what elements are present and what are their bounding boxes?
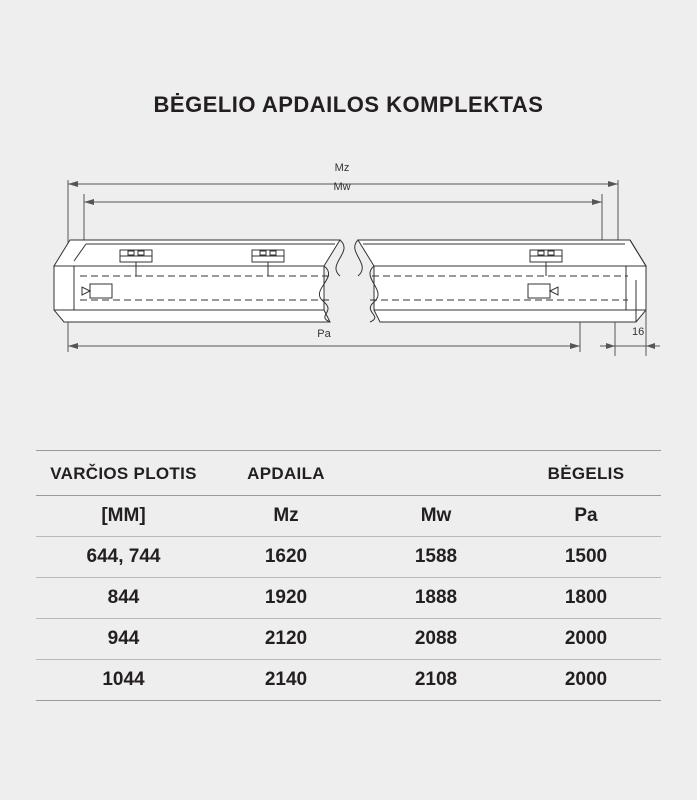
cell-mz: 2120 xyxy=(211,619,361,660)
mz-arrow-left xyxy=(68,181,78,187)
unit-mm: [MM] xyxy=(36,496,211,537)
dim-label-mw: Mw xyxy=(333,181,351,193)
unit-mw: Mw xyxy=(361,496,511,537)
cell-pa: 2000 xyxy=(511,619,661,660)
header-apdaila-spacer xyxy=(361,451,511,496)
cell-mz: 1620 xyxy=(211,537,361,578)
page-title: BĖGELIO APDAILOS KOMPLEKTAS xyxy=(153,92,544,117)
cell-width: 844 xyxy=(36,578,211,619)
table-row xyxy=(36,578,661,619)
table-row xyxy=(36,660,661,701)
cell-width: 944 xyxy=(36,619,211,660)
cell-mz: 2140 xyxy=(211,660,361,701)
cell-mz: 1920 xyxy=(211,578,361,619)
cell-width: 644, 744 xyxy=(36,537,211,578)
depth-arrow-left xyxy=(606,343,615,349)
cell-width: 1044 xyxy=(36,660,211,701)
spec-table xyxy=(36,450,661,701)
cell-pa: 1800 xyxy=(511,578,661,619)
table-units-row xyxy=(36,496,661,537)
cell-mw: 1588 xyxy=(361,537,511,578)
mw-arrow-left xyxy=(84,199,94,205)
technical-drawing xyxy=(40,150,660,390)
unit-pa: Pa xyxy=(511,496,661,537)
cell-mw: 2088 xyxy=(361,619,511,660)
table-header-row-1 xyxy=(36,451,661,496)
right-front-face xyxy=(374,266,646,322)
mz-arrow-right xyxy=(608,181,618,187)
table-row xyxy=(36,537,661,578)
header-varcios-plotis: VARČIOS PLOTIS xyxy=(36,451,211,496)
table-row xyxy=(36,619,661,660)
dim-label-depth: 16 xyxy=(632,326,645,338)
dim-label-mz: Mz xyxy=(334,162,350,174)
header-apdaila: APDAILA xyxy=(211,451,361,496)
cell-mw: 1888 xyxy=(361,578,511,619)
pa-arrow-left xyxy=(68,343,78,349)
unit-mz: Mz xyxy=(211,496,361,537)
dim-label-pa: Pa xyxy=(317,328,331,340)
cell-pa: 1500 xyxy=(511,537,661,578)
spec-table-wrapper xyxy=(36,450,661,701)
cell-pa: 2000 xyxy=(511,660,661,701)
header-begelis: BĖGELIS xyxy=(511,451,661,496)
mw-arrow-right xyxy=(592,199,602,205)
cell-mw: 2108 xyxy=(361,660,511,701)
pa-arrow-right xyxy=(570,343,580,349)
